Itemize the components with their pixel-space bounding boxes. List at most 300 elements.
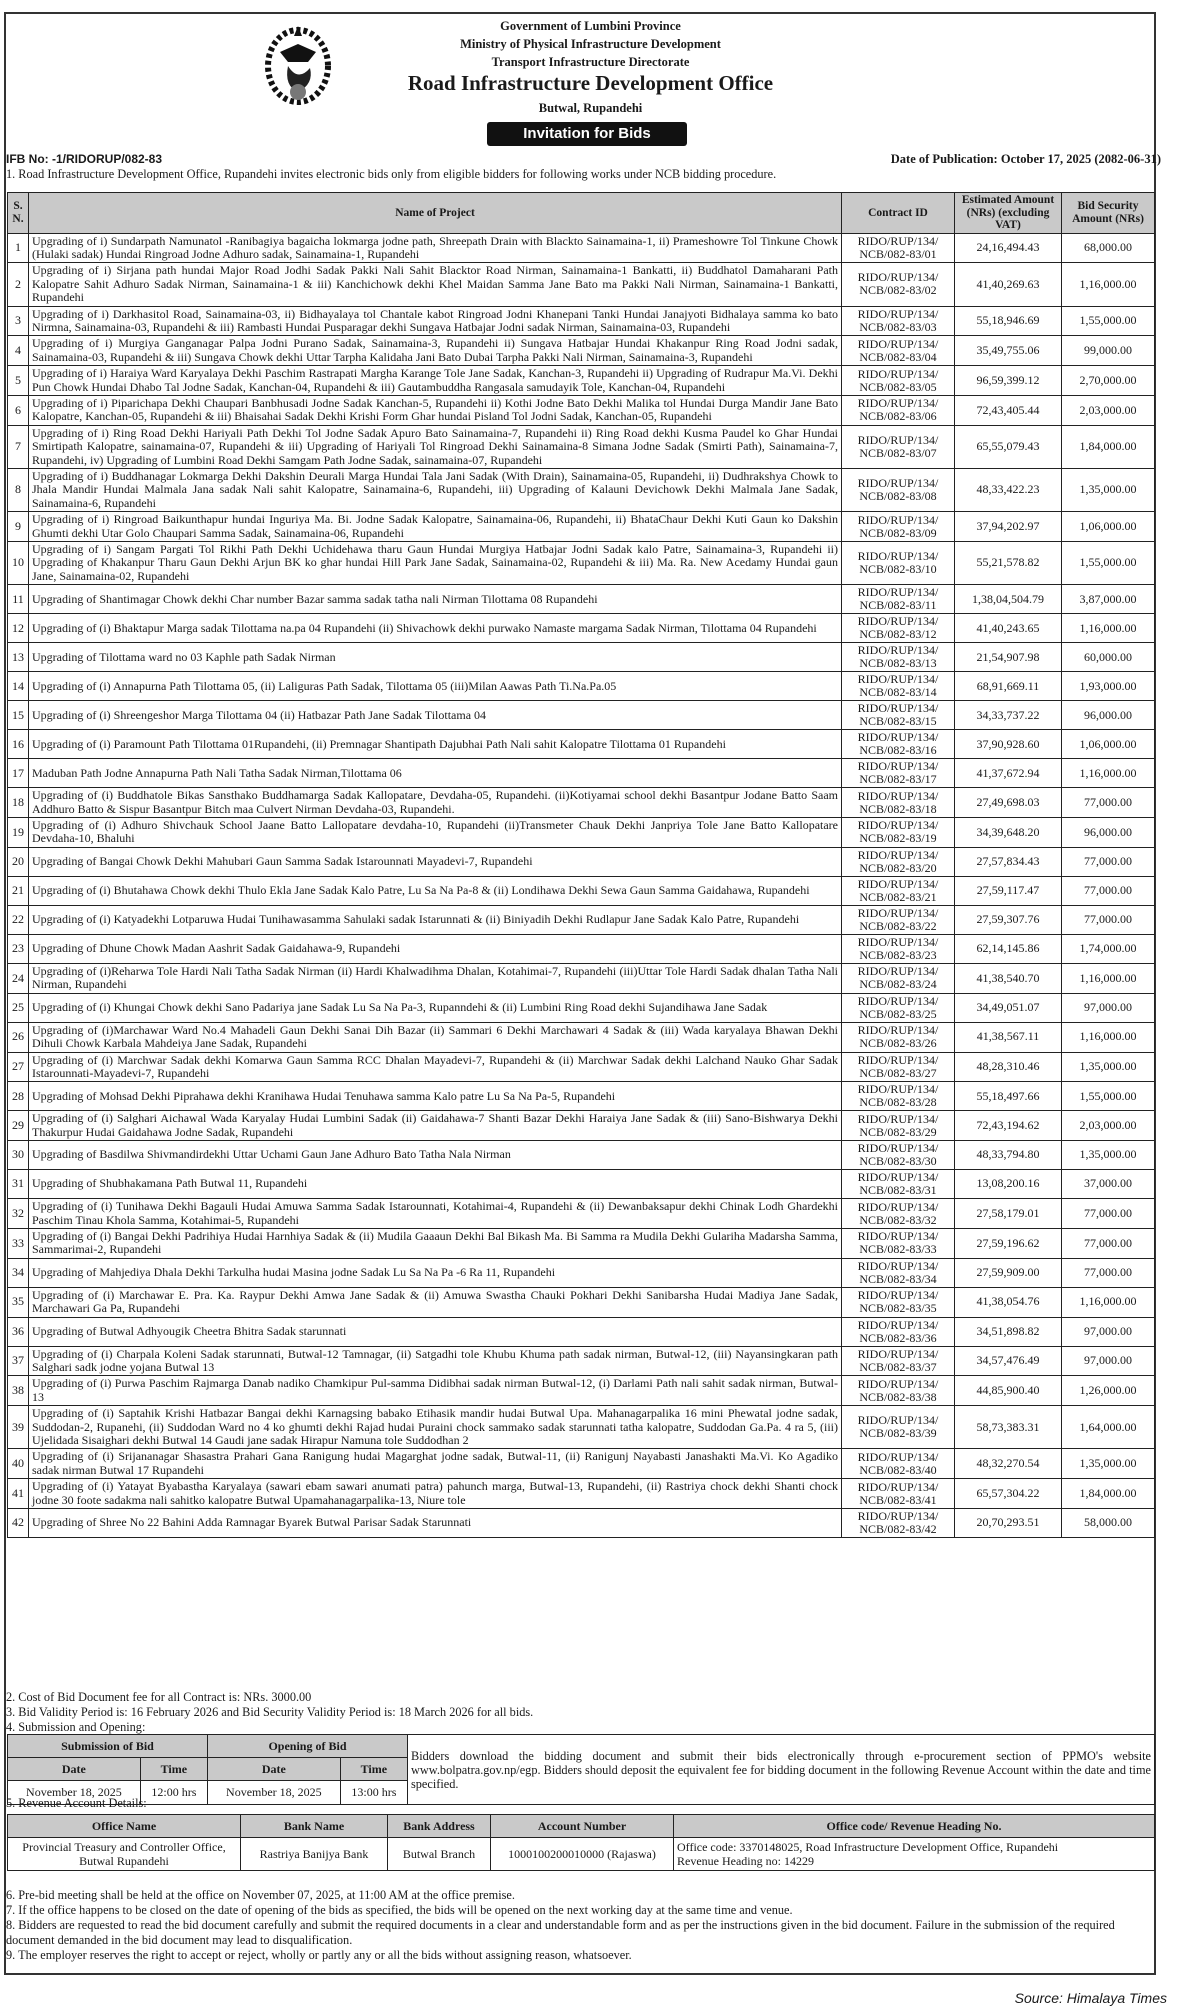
row-contract-id: RIDO/RUP/134/ NCB/082-83/26 (842, 1022, 955, 1052)
row-bid-security: 1,16,000.00 (1062, 759, 1155, 788)
row-sn: 22 (8, 905, 29, 934)
header-estimated-amount: Estimated Amount (NRs) (excluding VAT) (955, 193, 1062, 234)
row-bid-security: 3,87,000.00 (1062, 585, 1155, 614)
table-row (8, 993, 1155, 1022)
header-contract-id: Contract ID (842, 193, 955, 234)
row-estimated-amount: 34,51,898.82 (955, 1317, 1062, 1346)
row-estimated-amount: 24,16,494.43 (955, 233, 1062, 263)
row-sn: 23 (8, 934, 29, 963)
row-project-name: Upgrading of (i) Buddhatole Bikas Sansthako Buddhamarga Sadak Kallopatare, Devdaha-05, Rupandehi. (ii)Kotiyamai school dekhi Basantpur Jodane Batto Saam Addhuro Batto & Sispur Basantpur Bitch maa Culvert Nirman Devdaha-03, Rupandehi. (29, 788, 842, 818)
row-project-name: Upgrading of i) Sangam Pargati Tol Rikhi Path Dekhi Uchidehawa tharu Gaun Hundai Murgiya Hatbajar Jodni Sadak kalo Patre, Sainamaina-3, Rupandehi ii) Upgrading of Khakanpur Tharu Gaun Dekhi Arjun BK ko ghar hundai Hill Park Jane Sadak, Sainamaina-02, Rupandehi & iii) Ma. Ra. New Acedamy Hundai gaun Jane, Sainamaina-02, Rupandehi (29, 542, 842, 585)
invitation-badge: Invitation for Bids (487, 122, 687, 146)
table-row (8, 306, 1155, 336)
row-project-name: Upgrading of (i) Yatayat Byabastha Karyalaya (sawari ebam sawari anumati patra) pahunch marga, Butwal-13, Rupandehi, (ii) Rastriya chock dekhi Shanti chock jodne 30 foote sadakma nali sahitko kalopatre Butwal Upamahanagarpalika-13, Niure tole (29, 1479, 842, 1509)
row-bid-security: 97,000.00 (1062, 1346, 1155, 1376)
row-sn: 42 (8, 1509, 29, 1538)
intro-text: 1. Road Infrastructure Development Office, Rupandehi invites electronic bids only from eligible bidders for following works under NCB bidding procedure. (6, 167, 777, 181)
government-line: Government of Lumbini Province (500, 19, 681, 33)
row-contract-id: RIDO/RUP/134/ NCB/082-83/27 (842, 1052, 955, 1082)
row-sn: 17 (8, 759, 29, 788)
row-estimated-amount: 34,49,051.07 (955, 993, 1062, 1022)
table-row (8, 818, 1155, 848)
table-row (8, 759, 1155, 788)
row-sn: 13 (8, 643, 29, 672)
table-row (8, 963, 1155, 993)
row-sn: 40 (8, 1449, 29, 1479)
rev-account: 1000100200010000 (Rajaswa) (491, 1838, 674, 1871)
row-sn: 32 (8, 1199, 29, 1229)
row-bid-security: 96,000.00 (1062, 701, 1155, 730)
row-bid-security: 77,000.00 (1062, 788, 1155, 818)
table-row (8, 585, 1155, 614)
table-row (8, 366, 1155, 396)
row-contract-id: RIDO/RUP/134/ NCB/082-83/18 (842, 788, 955, 818)
row-sn: 9 (8, 512, 29, 542)
row-bid-security: 77,000.00 (1062, 1258, 1155, 1287)
row-bid-security: 1,35,000.00 (1062, 1141, 1155, 1170)
row-estimated-amount: 34,33,737.22 (955, 701, 1062, 730)
row-project-name: Upgrading of (i) Marchawar E. Pra. Ka. Raypur Dekhi Amwa Jane Sadak & (ii) Amuwa Swastha Chauki Pokhari Dekhi Sanibarsha Hudai Madiya Jane Sadak, Marchawari Ga Pa, Rupandehi (29, 1287, 842, 1317)
note-read-document: 8. Bidders are requested to read the bid document carefully and submit the required documents in a clear and understandable form and as per the instructions given in the bid document. Failure in the submission of the required document demanded in the bid document may lead to disqualification. (6, 1918, 1115, 1947)
row-contract-id: RIDO/RUP/134/ NCB/082-83/16 (842, 730, 955, 759)
row-contract-id: RIDO/RUP/134/ NCB/082-83/04 (842, 336, 955, 366)
row-bid-security: 77,000.00 (1062, 1228, 1155, 1258)
row-sn: 12 (8, 614, 29, 643)
row-estimated-amount: 1,38,04,504.79 (955, 585, 1062, 614)
row-bid-security: 96,000.00 (1062, 818, 1155, 848)
office-title: Road Infrastructure Development Office (407, 71, 774, 95)
row-estimated-amount: 27,59,909.00 (955, 1258, 1062, 1287)
office-location: Butwal, Rupandehi (538, 101, 643, 115)
row-contract-id: RIDO/RUP/134/ NCB/082-83/10 (842, 542, 955, 585)
row-project-name: Upgrading of Shantimagar Chowk dekhi Char number Bazar samma sadak tatha nali Nirman Tilottama 08 Rupandehi (29, 585, 842, 614)
row-project-name: Upgrading of (i)Marchawar Ward No.4 Mahadeli Gaun Dekhi Sanai Dih Bazar (ii) Sammari 6 Dekhi Marchawari 4 Sadak & (iii) Wada karyalaya Bhawan Dekhi Dihuli Chowk Karbala Mahdeiya Jane Sadak, Rupandehi (29, 1022, 842, 1052)
row-contract-id: RIDO/RUP/134/ NCB/082-83/22 (842, 905, 955, 934)
row-sn: 21 (8, 876, 29, 905)
submission-info: Bidders download the bidding document and submit their bids electronically through e-procurement section of PPMO's website www.bolpatra.gov.np/egp. Bidders should deposit the equivalent fee for bidding document in the following Revenue Account within the date and time specified. (408, 1735, 1155, 1805)
row-bid-security: 1,93,000.00 (1062, 672, 1155, 701)
opening-date-label: Date (207, 1758, 340, 1781)
row-project-name: Upgrading of (i) Saptahik Krishi Hatbazar Bangai dekhi Karnagsing babako Etihasik mandir hudai Butwal Upa. Mahanagarpalika 16 mini Phewatal jodne sadak, Suddodan-2, Rupanehi, (ii) Suddodan Ward no 4 ko ghumti dekhi Rajad hudai Puraini chock sammako sadak starunnati tatha kalopatre, Suddodan Ga.Pa. 4 ra 5, (iii) Ujelidada Sisaighari dekhi Butwal 14 Gaudi jane sadak Hirapur Namuna tole Suddodhan 2 (29, 1406, 842, 1449)
row-contract-id: RIDO/RUP/134/ NCB/082-83/38 (842, 1376, 955, 1406)
opening-time-label: Time (340, 1758, 407, 1781)
row-project-name: Upgrading of Mahjediya Dhala Dekhi Tarkulha hudai Masina jodne Sadak Lu Sa Na Pa -6 Ra 11, Rupandehi (29, 1258, 842, 1287)
rev-office-code: Office code: 3370148025, Road Infrastructure Development Office, Rupandehi (677, 1840, 1059, 1854)
row-estimated-amount: 20,70,293.51 (955, 1509, 1062, 1538)
row-project-name: Upgrading of Butwal Adhyougik Cheetra Bhitra Sadak starunnati (29, 1317, 842, 1346)
row-estimated-amount: 55,21,578.82 (955, 542, 1062, 585)
table-row (8, 788, 1155, 818)
row-estimated-amount: 41,38,540.70 (955, 963, 1062, 993)
row-contract-id: RIDO/RUP/134/ NCB/082-83/20 (842, 847, 955, 876)
table-row (8, 672, 1155, 701)
row-project-name: Upgrading of (i) Purwa Paschim Rajmarga Danab nadiko Chamkipur Pul-samma Didibhai sadak nirman Butwal-12, (i) Darlami Path nali sahit sadak nirman, Butwal-13 (29, 1376, 842, 1406)
table-row (8, 263, 1155, 306)
submission-date-label: Date (8, 1758, 141, 1781)
table-row (8, 905, 1155, 934)
row-estimated-amount: 48,33,794.80 (955, 1141, 1062, 1170)
row-bid-security: 1,35,000.00 (1062, 469, 1155, 512)
row-project-name: Upgrading of (i) Shreengeshor Marga Tilottama 04 (ii) Hatbazar Path Jane Sadak Tilottama 04 (29, 701, 842, 730)
row-contract-id: RIDO/RUP/134/ NCB/082-83/41 (842, 1479, 955, 1509)
table-row (8, 1022, 1155, 1052)
row-bid-security: 1,55,000.00 (1062, 306, 1155, 336)
row-sn: 2 (8, 263, 29, 306)
row-estimated-amount: 34,39,648.20 (955, 818, 1062, 848)
row-project-name: Upgrading of Mohsad Dekhi Piprahawa dekhi Kranihawa Hudai Tenuhawa samma Kalo patre Lu Sa Na Pa-5, Rupandehi (29, 1082, 842, 1111)
table-row (8, 643, 1155, 672)
row-estimated-amount: 48,33,422.23 (955, 469, 1062, 512)
rev-address: Butwal Branch (388, 1838, 491, 1871)
row-sn: 27 (8, 1052, 29, 1082)
row-bid-security: 1,16,000.00 (1062, 614, 1155, 643)
row-sn: 35 (8, 1287, 29, 1317)
row-project-name: Upgrading of i) Sundarpath Namunatol -Ranibagiya bagaicha lokmarga jodne path, Shreepath Drain with Blackto Sainamaina-1, ii) Prameshowre Tol Tinkune Chowk (Hulaki sadak) Hundai Ringroad Jodne Adhuro sadak, Sainamaina-1, Rupandehi (29, 233, 842, 263)
note-revenue-heading: 5. Revenue Account Details: (6, 1796, 147, 1810)
table-row (8, 1449, 1155, 1479)
row-bid-security: 1,26,000.00 (1062, 1376, 1155, 1406)
row-sn: 3 (8, 306, 29, 336)
row-bid-security: 77,000.00 (1062, 876, 1155, 905)
row-sn: 30 (8, 1141, 29, 1170)
row-bid-security: 77,000.00 (1062, 1199, 1155, 1229)
row-project-name: Upgrading of (i) Marchwar Sadak dekhi Komarwa Gaun Samma RCC Dhalan Mayadevi-7, Rupandehi & (ii) Marchwar Sadak dekhi Lalchand Nauko Ghar Sadak Istarounnati-Mayadevi-7, Rupandehi (29, 1052, 842, 1082)
table-row (8, 876, 1155, 905)
table-row (8, 1346, 1155, 1376)
row-estimated-amount: 68,91,669.11 (955, 672, 1062, 701)
row-contract-id: RIDO/RUP/134/ NCB/082-83/34 (842, 1258, 955, 1287)
row-project-name: Upgrading of (i) Katyadekhi Lotparuwa Hudai Tunihawasamma Sahulaki sadak Istarunnati & (ii) Biniyadih Dekhi Rudlapur Jane Sadak Kalo Patre, Rupandehi (29, 905, 842, 934)
rev-header-address: Bank Address (388, 1815, 491, 1838)
row-sn: 20 (8, 847, 29, 876)
row-sn: 14 (8, 672, 29, 701)
row-project-name: Upgrading of (i) Paramount Path Tilottama 01Rupandehi, (ii) Premnagar Shantipath Dajubhai Path Nali sahit Kalopatre Tilottama 01 Rupandehi (29, 730, 842, 759)
row-estimated-amount: 27,57,834.43 (955, 847, 1062, 876)
row-bid-security: 1,06,000.00 (1062, 730, 1155, 759)
row-contract-id: RIDO/RUP/134/ NCB/082-83/17 (842, 759, 955, 788)
row-contract-id: RIDO/RUP/134/ NCB/082-83/30 (842, 1141, 955, 1170)
row-bid-security: 37,000.00 (1062, 1170, 1155, 1199)
table-row (8, 336, 1155, 366)
table-row (8, 1287, 1155, 1317)
rev-header-account: Account Number (491, 1815, 674, 1838)
row-sn: 19 (8, 818, 29, 848)
table-row (8, 701, 1155, 730)
row-contract-id: RIDO/RUP/134/ NCB/082-83/02 (842, 263, 955, 306)
row-project-name: Upgrading of Bangai Chowk Dekhi Mahubari Gaun Samma Sadak Istarounnati Mayadevi-7, Rupandehi (29, 847, 842, 876)
table-row (8, 1111, 1155, 1141)
row-estimated-amount: 55,18,946.69 (955, 306, 1062, 336)
table-row (8, 1052, 1155, 1082)
note-closure: 7. If the office happens to be closed on the date of opening of the bids as specified, the bids will be opened on the next working day at the same time and venue. (6, 1903, 793, 1917)
row-bid-security: 1,64,000.00 (1062, 1406, 1155, 1449)
row-estimated-amount: 96,59,399.12 (955, 366, 1062, 396)
row-project-name: Upgrading of (i) Bhaktapur Marga sadak Tilottama na.pa 04 Rupandehi (ii) Shivachowk dekhi purwako Namaste margama Sadak Nirman, Tilottama 04 Rupandehi (29, 614, 842, 643)
row-estimated-amount: 37,94,202.97 (955, 512, 1062, 542)
row-contract-id: RIDO/RUP/134/ NCB/082-83/35 (842, 1287, 955, 1317)
row-sn: 25 (8, 993, 29, 1022)
table-row (8, 233, 1155, 263)
row-contract-id: RIDO/RUP/134/ NCB/082-83/32 (842, 1199, 955, 1229)
note-bid-fee: 2. Cost of Bid Document fee for all Contract is: NRs. 3000.00 (6, 1690, 312, 1704)
notes-section-a (6, 1690, 533, 1735)
table-row (8, 934, 1155, 963)
rev-bank: Rastriya Banijya Bank (241, 1838, 388, 1871)
table-row (8, 1082, 1155, 1111)
table-row (8, 425, 1155, 468)
row-bid-security: 68,000.00 (1062, 233, 1155, 263)
row-contract-id: RIDO/RUP/134/ NCB/082-83/37 (842, 1346, 955, 1376)
row-contract-id: RIDO/RUP/134/ NCB/082-83/36 (842, 1317, 955, 1346)
row-project-name: Upgrading of i) Sirjana path hundai Major Road Jodhi Sadak Pakki Nali Sahit Blacktor Road Nirman, Sainamaina-1 Bankatti, ii) Buddhatol Damaharani Path Kalopatre Sahit Adhuro Sadak Nirman, Sainamaina-1 & iii) Kanchichowk dekhi Khel Maidan Samma Jane Bato ma Pakki Nali Nirman, Sainamaina-1 Bankatti, Rupandehi (29, 263, 842, 306)
row-project-name: Maduban Path Jodne Annapurna Path Nali Tatha Sadak Nirman,Tilottama 06 (29, 759, 842, 788)
row-estimated-amount: 21,54,907.98 (955, 643, 1062, 672)
row-estimated-amount: 27,59,117.47 (955, 876, 1062, 905)
publication-date: Date of Publication: October 17, 2025 (2082-06-31) (890, 152, 1161, 166)
row-bid-security: 1,35,000.00 (1062, 1052, 1155, 1082)
row-sn: 26 (8, 1022, 29, 1052)
table-row (8, 512, 1155, 542)
row-contract-id: RIDO/RUP/134/ NCB/082-83/12 (842, 614, 955, 643)
row-estimated-amount: 65,55,079.43 (955, 425, 1062, 468)
row-project-name: Upgrading of Dhune Chowk Madan Aashrit Sadak Gaidahawa-9, Rupandehi (29, 934, 842, 963)
row-contract-id: RIDO/RUP/134/ NCB/082-83/33 (842, 1228, 955, 1258)
row-contract-id: RIDO/RUP/134/ NCB/082-83/06 (842, 395, 955, 425)
submission-time-label: Time (140, 1758, 207, 1781)
table-row (8, 1509, 1155, 1538)
note-submission-heading: 4. Submission and Opening: (6, 1720, 146, 1734)
row-sn: 39 (8, 1406, 29, 1449)
table-row (8, 542, 1155, 585)
table-row (8, 614, 1155, 643)
row-contract-id: RIDO/RUP/134/ NCB/082-83/21 (842, 876, 955, 905)
table-header-row (8, 193, 1155, 234)
source-credit: Source: Himalaya Times (1014, 1990, 1167, 2006)
row-estimated-amount: 48,28,310.46 (955, 1052, 1062, 1082)
submission-header: Submission of Bid (8, 1735, 208, 1758)
table-row (8, 1376, 1155, 1406)
row-contract-id: RIDO/RUP/134/ NCB/082-83/08 (842, 469, 955, 512)
row-sn: 37 (8, 1346, 29, 1376)
rev-header-bank: Bank Name (241, 1815, 388, 1838)
note-employer-rights: 9. The employer reserves the right to accept or reject, wholly or partly any or all the bids without assigning reason, whatsoever. (6, 1948, 632, 1962)
row-bid-security: 99,000.00 (1062, 336, 1155, 366)
row-estimated-amount: 41,38,054.76 (955, 1287, 1062, 1317)
ministry-line: Ministry of Physical Infrastructure Development (460, 37, 721, 51)
header-bid-security: Bid Security Amount (NRs) (1062, 193, 1155, 234)
opening-time: 13:00 hrs (340, 1781, 407, 1805)
row-contract-id: RIDO/RUP/134/ NCB/082-83/42 (842, 1509, 955, 1538)
row-project-name: Upgrading of (i) Bhutahawa Chowk dekhi Thulo Ekla Jane Sadak Kalo Patre, Lu Sa Na Pa-8 & (ii) Londihawa Dekhi Sewa Gaun Samma Gaidahawa, Rupandehi (29, 876, 842, 905)
row-sn: 28 (8, 1082, 29, 1111)
row-estimated-amount: 55,18,497.66 (955, 1082, 1062, 1111)
row-contract-id: RIDO/RUP/134/ NCB/082-83/39 (842, 1406, 955, 1449)
row-project-name: Upgrading of (i) Salghari Aichawal Wada Karyalay Hudai Lumbini Sadak (ii) Gaidahawa-7 Shanti Bazar Dekhi Haraiya Jane Sadak & (iii) Sano-Bishwarya Dekhi Thakurpur Hudai Gaidahawa Jodne Sadak, Rupandehi (29, 1111, 842, 1141)
row-project-name: Upgrading of (i) Charpala Koleni Sadak starunnati, Butwal-12 Tamnagar, (ii) Satgadhi tole Khubu Khuma path sadak nirman, Butwal-12, (iii) Nayansingkaran path Salghari sadk jodne yojana Butwal 13 (29, 1346, 842, 1376)
row-bid-security: 77,000.00 (1062, 905, 1155, 934)
row-bid-security: 1,55,000.00 (1062, 1082, 1155, 1111)
table-row (8, 1317, 1155, 1346)
row-project-name: Upgrading of (i) Khungai Chowk dekhi Sano Padariya jane Sadak Lu Sa Na Pa-3, Rupanndehi & (ii) Lumbini Ring Road dekhi Sujandihawa Jane Sadak (29, 993, 842, 1022)
row-sn: 11 (8, 585, 29, 614)
row-contract-id: RIDO/RUP/134/ NCB/082-83/11 (842, 585, 955, 614)
directorate-line: Transport Infrastructure Directorate (491, 55, 690, 69)
row-contract-id: RIDO/RUP/134/ NCB/082-83/23 (842, 934, 955, 963)
row-project-name: Upgrading of Tilottama ward no 03 Kaphle path Sadak Nirman (29, 643, 842, 672)
row-bid-security: 1,35,000.00 (1062, 1449, 1155, 1479)
rev-code (674, 1838, 1155, 1871)
row-contract-id: RIDO/RUP/134/ NCB/082-83/19 (842, 818, 955, 848)
row-project-name: Upgrading of (i)Reharwa Tole Hardi Nali Tatha Sadak Nirman (ii) Hardi Khalwadihma Dhalan, Kotahimai-7, Rupandehi (iii)Uttar Tole Hardi Sadak dhalan Tatha Nali Nirman, Rupandehi (29, 963, 842, 993)
submission-table (7, 1734, 1155, 1805)
row-bid-security: 2,03,000.00 (1062, 1111, 1155, 1141)
row-bid-security: 58,000.00 (1062, 1509, 1155, 1538)
table-row (8, 1228, 1155, 1258)
rev-heading-no: Revenue Heading no: 14229 (677, 1854, 814, 1868)
note-validity: 3. Bid Validity Period is: 16 February 2026 and Bid Security Validity Period is: 18 March 2026 for all bids. (6, 1705, 534, 1719)
row-contract-id: RIDO/RUP/134/ NCB/082-83/03 (842, 306, 955, 336)
row-sn: 10 (8, 542, 29, 585)
opening-header: Opening of Bid (207, 1735, 407, 1758)
row-sn: 18 (8, 788, 29, 818)
row-sn: 41 (8, 1479, 29, 1509)
row-estimated-amount: 48,32,270.54 (955, 1449, 1062, 1479)
row-sn: 24 (8, 963, 29, 993)
table-row (8, 469, 1155, 512)
row-estimated-amount: 27,59,307.76 (955, 905, 1062, 934)
opening-date: November 18, 2025 (207, 1781, 340, 1805)
table-row (8, 1258, 1155, 1287)
row-contract-id: RIDO/RUP/134/ NCB/082-83/13 (842, 643, 955, 672)
row-project-name: Upgrading of i) Haraiya Ward Karyalaya Dekhi Paschim Rastrapati Margha Karange Tole Jane Sadak, Kanchan-3, Rupandehi ii) Upgrading of Rudrapur Ma.Vi. Dekhi Pun Chowk Hundai Dhabo Tal Jodne Sadak, Kanchan-04, Rupandehi & iii) Gautambuddha Rangasala samudayik Tole, Kanchan-04, Rupandehi (29, 366, 842, 396)
row-estimated-amount: 41,37,672.94 (955, 759, 1062, 788)
row-bid-security: 1,16,000.00 (1062, 1022, 1155, 1052)
row-estimated-amount: 58,73,383.31 (955, 1406, 1062, 1449)
row-bid-security: 1,74,000.00 (1062, 934, 1155, 963)
row-sn: 36 (8, 1317, 29, 1346)
row-sn: 34 (8, 1258, 29, 1287)
row-contract-id: RIDO/RUP/134/ NCB/082-83/24 (842, 963, 955, 993)
row-bid-security: 1,16,000.00 (1062, 1287, 1155, 1317)
rev-header-code: Office code/ Revenue Heading No. (674, 1815, 1155, 1838)
row-bid-security: 1,16,000.00 (1062, 963, 1155, 993)
row-sn: 38 (8, 1376, 29, 1406)
table-row (8, 1406, 1155, 1449)
row-project-name: Upgrading of i) Buddhanagar Lokmarga Dekhi Dakshin Deurali Marga Hundai Tala Jani Sadak (With Drain), Sainamaina-05, Rupandehi, ii) Dudhrakshya Chowk to Jhala Mandir Hundai Malmala Jana sadak Nali sahit Kalopatre, Sainamaina-6, Rupandehi, iii) Upgrading of Kalauni Devichowk Dekhi Malmala Jane Sadak, Sainamaina-6, Rupandehi (29, 469, 842, 512)
row-estimated-amount: 72,43,405.44 (955, 395, 1062, 425)
row-estimated-amount: 27,58,179.01 (955, 1199, 1062, 1229)
projects-table (7, 192, 1155, 1538)
row-contract-id: RIDO/RUP/134/ NCB/082-83/29 (842, 1111, 955, 1141)
row-sn: 7 (8, 425, 29, 468)
row-bid-security: 60,000.00 (1062, 643, 1155, 672)
row-estimated-amount: 41,38,567.11 (955, 1022, 1062, 1052)
row-estimated-amount: 34,57,476.49 (955, 1346, 1062, 1376)
header-sn: S. N. (8, 193, 29, 234)
row-project-name: Upgrading of i) Ringroad Baikunthapur hundai Inguriya Ma. Bi. Jodne Sadak Kalopatre, Sainamaina-06, Rupandehi, ii) BhataChaur Dekhi Kuti Gaun ko Dakshin Ghumti dekhi Utar Golo Chaupari Samma Sadak, Sainamaina-06, Rupandehi (29, 512, 842, 542)
row-project-name: Upgrading of (i) Bangai Dekhi Padrihiya Hudai Harnhiya Sadak & (ii) Mudila Gaaaun Dekhi Bal Bikash Ma. Bi Samma ra Mudila Dekhi Gulariha Madarsha Samma, Sammarimai-2, Rupandehi (29, 1228, 842, 1258)
revenue-table (7, 1814, 1155, 1871)
row-sn: 16 (8, 730, 29, 759)
row-project-name: Upgrading of Shree No 22 Bahini Adda Ramnagar Byarek Butwal Parisar Sadak Starunnati (29, 1509, 842, 1538)
row-project-name: Upgrading of Shubhakamana Path Butwal 11, Rupandehi (29, 1170, 842, 1199)
row-contract-id: RIDO/RUP/134/ NCB/082-83/25 (842, 993, 955, 1022)
rev-office: Provincial Treasury and Controller Office, Butwal Rupandehi (8, 1838, 241, 1871)
table-row (8, 395, 1155, 425)
row-bid-security: 77,000.00 (1062, 847, 1155, 876)
ifb-number: IFB No: -1/RIDORUP/082-83 (6, 152, 163, 166)
row-project-name: Upgrading of (i) Adhuro Shivchauk School Jaane Batto Lallopatare devdaha-10, Rupandehi (ii)Transmeter Chauk Dekhi Janpriya Tole Jane Batto Kallopatare Devdaha-10, Bhaluhi (29, 818, 842, 848)
row-bid-security: 97,000.00 (1062, 993, 1155, 1022)
notes-section-b (6, 1888, 1146, 1963)
row-project-name: Upgrading of Basdilwa Shivmandirdekhi Uttar Uchami Gaun Jane Adhuro Bato Tatha Nala Nirman (29, 1141, 842, 1170)
row-estimated-amount: 37,90,928.60 (955, 730, 1062, 759)
table-row (8, 1199, 1155, 1229)
row-bid-security: 1,55,000.00 (1062, 542, 1155, 585)
row-contract-id: RIDO/RUP/134/ NCB/082-83/09 (842, 512, 955, 542)
rev-header-office: Office Name (8, 1815, 241, 1838)
row-contract-id: RIDO/RUP/134/ NCB/082-83/05 (842, 366, 955, 396)
row-bid-security: 1,84,000.00 (1062, 425, 1155, 468)
row-bid-security: 1,06,000.00 (1062, 512, 1155, 542)
row-sn: 31 (8, 1170, 29, 1199)
row-estimated-amount: 13,08,200.16 (955, 1170, 1062, 1199)
row-bid-security: 2,70,000.00 (1062, 366, 1155, 396)
row-project-name: Upgrading of i) Piparichapa Dekhi Chaupari Banbhusadi Jodne Sadak Kanchan-5, Rupandehi ii) Kothi Jodne Bato Dekhi Malika tol Hundai Durga Mandir Jane Bato Kalopatre, Kanchan-05, Rupandehi & iii) Bhaisahai Sadak Dekhi Krishi Form Ghar hundai Pisland Tol Jodni Sadak, Kanchan-05, Rupandehi (29, 395, 842, 425)
table-row (8, 730, 1155, 759)
row-sn: 15 (8, 701, 29, 730)
row-bid-security: 1,16,000.00 (1062, 263, 1155, 306)
row-sn: 33 (8, 1228, 29, 1258)
table-row (8, 1479, 1155, 1509)
row-sn: 8 (8, 469, 29, 512)
row-estimated-amount: 27,59,196.62 (955, 1228, 1062, 1258)
note-prebid: 6. Pre-bid meeting shall be held at the office on November 07, 2025, at 11:00 AM at the office premise. (6, 1888, 515, 1902)
row-bid-security: 1,84,000.00 (1062, 1479, 1155, 1509)
row-sn: 5 (8, 366, 29, 396)
row-estimated-amount: 65,57,304.22 (955, 1479, 1062, 1509)
header-project-name: Name of Project (29, 193, 842, 234)
row-bid-security: 97,000.00 (1062, 1317, 1155, 1346)
row-contract-id: RIDO/RUP/134/ NCB/082-83/28 (842, 1082, 955, 1111)
row-contract-id: RIDO/RUP/134/ NCB/082-83/01 (842, 233, 955, 263)
submission-date: November 18, 2025 (8, 1781, 141, 1805)
row-project-name: Upgrading of i) Murgiya Ganganagar Palpa Jodni Purano Sadak, Sainamaina-3, Rupandehi ii) Sungava Hatbajar Hundai Khakanpur Ring Road Jodni sadak, Sainamaina-03, Rupandehi & iii) Sungava Chowk dekhi Uttar Tarpha Kalidaha Jani Bato Dubai Tarpha Pakki Nali Nirman, Sainamaina-3, Rupandehi (29, 336, 842, 366)
row-sn: 6 (8, 395, 29, 425)
row-contract-id: RIDO/RUP/134/ NCB/082-83/07 (842, 425, 955, 468)
row-contract-id: RIDO/RUP/134/ NCB/082-83/40 (842, 1449, 955, 1479)
row-contract-id: RIDO/RUP/134/ NCB/082-83/14 (842, 672, 955, 701)
row-estimated-amount: 72,43,194.62 (955, 1111, 1062, 1141)
submission-time: 12:00 hrs (140, 1781, 207, 1805)
row-estimated-amount: 62,14,145.86 (955, 934, 1062, 963)
row-project-name: Upgrading of i) Ring Road Dekhi Hariyali Path Dekhi Tol Jodne Sadak Apuro Bato Sainamaina-7, Rupandehi ii) Ring Road dekhi Kusma Paudel ko Ghar Hundai Smirtipath Kalopatre, sainamaina-07, Rupandehi & iii) Upgrading of Hariyali Tol Ringroad Dekhi Sainamaina-8 Simana Jodne Sadak (Smirti Path), Sainamaina-7, Rupandehi, iv) Upgrading of Lumbini Road Dekhi Samgam Path Jodne Sadak, sainamaina-07, Rupandehi (29, 425, 842, 468)
row-contract-id: RIDO/RUP/134/ NCB/082-83/31 (842, 1170, 955, 1199)
table-row (8, 1170, 1155, 1199)
table-row (8, 1141, 1155, 1170)
row-contract-id: RIDO/RUP/134/ NCB/082-83/15 (842, 701, 955, 730)
row-project-name: Upgrading of (i) Srijananagar Shasastra Prahari Gana Ranigung hudai Magarghat jodne sadak, Butwal-11, (ii) Ranigunj Nayabasti Janashakti Ma.Vi. Ko Agadiko sadak nirman Butwal 17 Rupandehi (29, 1449, 842, 1479)
row-estimated-amount: 41,40,243.65 (955, 614, 1062, 643)
row-estimated-amount: 35,49,755.06 (955, 336, 1062, 366)
row-estimated-amount: 44,85,900.40 (955, 1376, 1062, 1406)
table-row (8, 847, 1155, 876)
row-project-name: Upgrading of (i) Tunihawa Dekhi Bagauli Hudai Amuwa Samma Sadak Istarounnati, Kotahimai-4, Rupandehi & (ii) Dewanbaksapur dekhi Chinak Lodh Ghardekhi Paschim Tinau Khola Samma, Kotahimai-5, Rupandehi (29, 1199, 842, 1229)
row-sn: 4 (8, 336, 29, 366)
row-project-name: Upgrading of (i) Annapurna Path Tilottama 05, (ii) Laliguras Path Sadak, Tilottama 05 (iii)Milan Aawas Path Ti.Na.Pa.05 (29, 672, 842, 701)
row-estimated-amount: 41,40,269.63 (955, 263, 1062, 306)
row-bid-security: 2,03,000.00 (1062, 395, 1155, 425)
